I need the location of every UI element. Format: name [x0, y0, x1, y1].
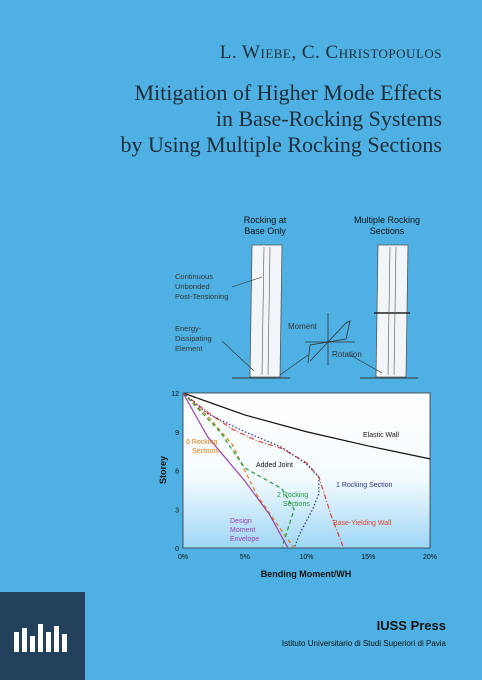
annot-ed-arrow — [222, 341, 254, 371]
x-tick-label: 20% — [422, 554, 438, 561]
y-tick-label: 12 — [171, 391, 179, 398]
rocking-wall-diagram — [160, 205, 450, 385]
annot-ed-2: Dissipating — [175, 334, 212, 343]
label-base-yielding: Base-Yielding Wall — [333, 520, 392, 527]
label-multiple-2: Sections — [369, 226, 405, 236]
label-multiple-1: Multiple Rocking — [353, 215, 421, 225]
annot-pt-3: Post-Tensioning — [175, 292, 229, 301]
publisher-logo-block — [0, 592, 85, 680]
label-two-rocking-1: 2 Rocking — [277, 492, 309, 499]
x-tick-label: 0% — [177, 554, 189, 561]
label-one-rocking: 1 Rocking Section — [336, 482, 393, 489]
moment-envelope-chart — [158, 385, 443, 585]
x-tick-label: 10% — [299, 554, 314, 561]
book-title — [62, 80, 442, 158]
y-tick-label: 3 — [175, 507, 179, 515]
plot-area — [183, 393, 430, 548]
moment-label: Moment — [288, 322, 317, 331]
label-elastic-wall: Elastic Wall — [363, 432, 399, 439]
label-design-3: Envelope — [230, 536, 260, 543]
right-wall — [376, 245, 408, 377]
y-axis-label: Storey — [158, 455, 168, 485]
x-tick-label: 15% — [361, 554, 376, 561]
publisher — [282, 618, 446, 648]
label-rocking-base-2: Base Only — [244, 226, 286, 236]
publisher-name: IUSS Press — [376, 618, 446, 633]
title-line-2: in Base-Rocking Systems — [215, 106, 442, 131]
label-two-rocking-2: Sections — [283, 501, 310, 508]
title-line-3: by Using Multiple Rocking Sections — [120, 132, 442, 157]
y-tick-label: 0 — [175, 546, 179, 553]
annot-pt-2: Unbonded — [175, 282, 210, 291]
iuss-logo-icon — [0, 592, 85, 680]
label-added-joint: Added Joint — [256, 462, 293, 469]
publisher-subtitle: Istituto Universitario di Studi Superiori di Pavia — [281, 639, 446, 648]
rotation-arrow-left — [280, 355, 308, 375]
label-six-rocking-2: Sections — [192, 448, 219, 455]
x-tick-label: 5% — [239, 554, 250, 561]
label-rocking-base-1: Rocking at — [243, 215, 287, 225]
rotation-label: Rotation — [332, 350, 362, 359]
left-wall — [250, 245, 282, 377]
annot-ed-3: Element — [175, 344, 203, 353]
annot-ed-1: Energy- — [175, 324, 202, 333]
x-axis-label: Bending Moment/WH — [260, 569, 352, 579]
y-tick-label: 6 — [175, 468, 179, 476]
label-design-2: Moment — [230, 527, 256, 534]
label-design-1: Design — [230, 518, 252, 525]
y-tick-label: 9 — [175, 429, 179, 437]
title-line-1: Mitigation of Higher Mode Effects — [134, 80, 442, 105]
authors: L. Wiebe, C. Christopoulos — [219, 42, 442, 63]
label-six-rocking-1: 6 Rocking — [186, 439, 218, 446]
annot-pt-1: Continuous — [175, 272, 213, 281]
